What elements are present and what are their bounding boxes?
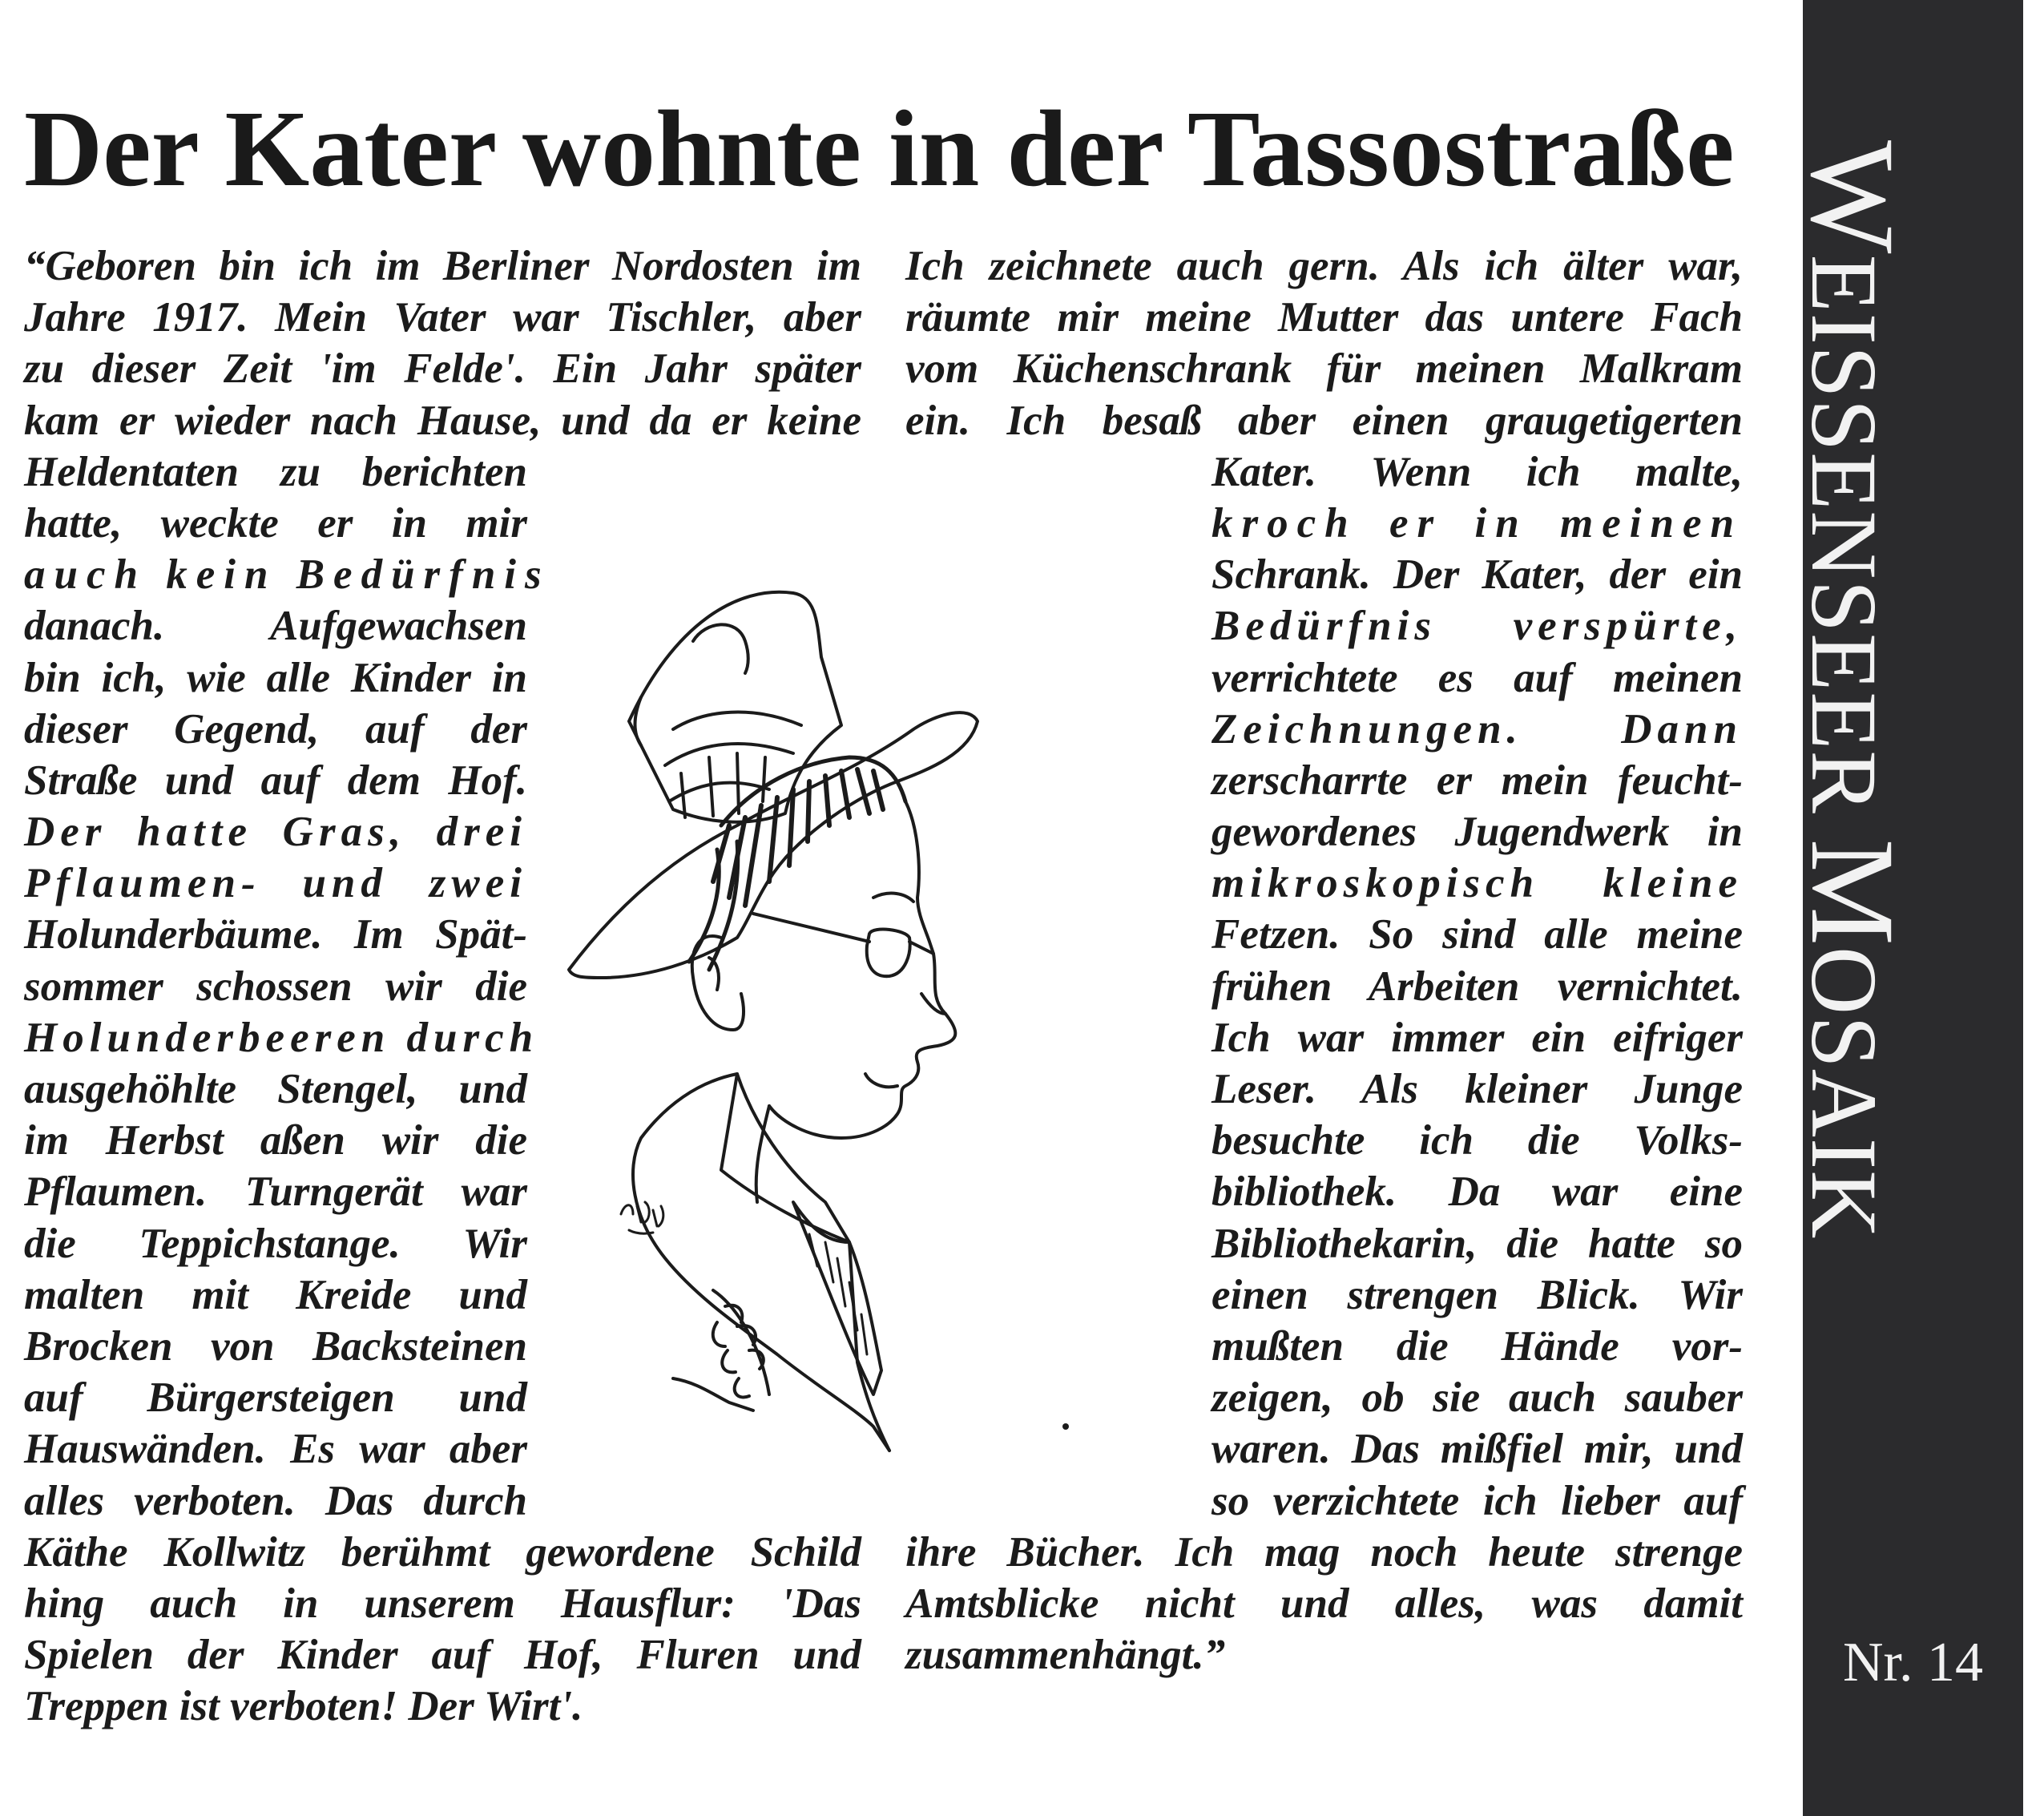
tie xyxy=(793,1202,881,1394)
text-line: Zeichnungen. Dann xyxy=(1211,705,1743,753)
text-line: Brocken von Backsteinen xyxy=(24,1322,527,1370)
text-line: Käthe Kollwitz berühmt gewordene Schild xyxy=(24,1528,861,1576)
text-line: vom Küchenschrank für meinen Malkram xyxy=(905,345,1743,393)
text-line: Amtsblicke nicht und alles, was damit xyxy=(905,1580,1743,1627)
masthead-word-2: OSAIK xyxy=(1792,946,1897,1240)
text-line: sommer schossen wir die xyxy=(24,962,527,1010)
glasses xyxy=(753,914,933,976)
text-line: Schrank. Der Kater, der ein xyxy=(1211,551,1743,599)
text-line: zu dieser Zeit 'im Felde'. Ein Jahr später xyxy=(24,345,861,393)
text-line: so verzichtete ich lieber auf xyxy=(1211,1477,1743,1524)
text-line: bin ich, wie alle Kinder in xyxy=(24,654,527,701)
text-line: im Herbst aßen wir die xyxy=(24,1117,527,1164)
shirt-collar xyxy=(721,1074,849,1242)
text-line: “Geboren bin ich im Berliner Nordosten im xyxy=(24,243,861,289)
text-line: ausgehöhlte Stengel, und xyxy=(24,1066,527,1112)
text-line: auch kein Bedürfnis xyxy=(24,551,550,599)
masthead-initial-w: W xyxy=(1786,140,1919,255)
text-line: Ich war immer ein eifriger xyxy=(1211,1014,1743,1061)
text-line: bibliothek. Da war eine xyxy=(1211,1168,1743,1216)
portrait-illustration xyxy=(553,561,1186,1515)
masthead-initial-m: M xyxy=(1786,838,1919,946)
text-line: dieser Gegend, auf der xyxy=(24,705,527,753)
text-line: malten mit Kreide und xyxy=(24,1271,527,1318)
text-line: Fetzen. So sind alle meine xyxy=(1211,911,1743,958)
text-line: danach. Aufgewachsen xyxy=(24,603,527,650)
article-headline: Der Kater wohnte in der Tassostraße xyxy=(24,89,1735,209)
text-line: Der hatte Gras, drei xyxy=(24,809,527,856)
text-line: zeigen, ob sie auch sauber xyxy=(1211,1374,1743,1422)
text-line: einen strengen Blick. Wir xyxy=(1211,1271,1743,1318)
magazine-sidebar xyxy=(1786,0,2044,1816)
masthead-word-1: EISSENSEER xyxy=(1792,254,1897,839)
text-line: Pflaumen- und zwei xyxy=(24,860,527,907)
text-line: Bibliothekarin, die hatte so xyxy=(1211,1220,1743,1267)
text-line: Pflaumen. Turngerät war xyxy=(24,1168,527,1216)
text-line: Leser. Als kleiner Junge xyxy=(1211,1066,1743,1112)
text-line: Bedürfnis verspürte, xyxy=(1211,603,1743,650)
text-line: mikroskopisch kleine xyxy=(1211,860,1743,907)
text-line: besuchte ich die Volks- xyxy=(1211,1117,1743,1164)
text-line: verrichtete es auf meinen xyxy=(1211,654,1743,701)
text-line: Treppen ist verboten! Der Wirt'. xyxy=(24,1683,583,1730)
text-line: Heldentaten zu berichten xyxy=(24,448,527,495)
magazine-masthead xyxy=(1786,140,1919,1240)
text-line: kam er wieder nach Hause, und da er keine xyxy=(24,397,861,444)
text-line: Jahre 1917. Mein Vater war Tischler, aber xyxy=(24,294,861,341)
text-line: Straße und auf dem Hof. xyxy=(24,757,527,804)
text-line: Hauswänden. Es war aber xyxy=(24,1426,527,1473)
text-line: frühen Arbeiten vernichtet. xyxy=(1211,962,1743,1010)
text-line: Ich zeichnete auch gern. Als ich älter war, xyxy=(905,243,1743,289)
text-line: gewordenes Jugendwerk in xyxy=(1211,809,1743,856)
text-line: ihre Bücher. Ich mag noch heute strenge xyxy=(905,1528,1743,1576)
text-line: mußten die Hände vor- xyxy=(1211,1322,1743,1370)
text-line: zerscharrte er mein feucht- xyxy=(1211,757,1743,804)
text-line: räumte mir meine Mutter das untere Fach xyxy=(905,294,1743,341)
text-line: Kater. Wenn ich malte, xyxy=(1211,448,1743,495)
text-line: Holunderbeeren durch xyxy=(24,1014,539,1061)
text-line: waren. Das mißfiel mir, und xyxy=(1211,1426,1743,1473)
text-line: hing auch in unserem Hausflur: 'Das xyxy=(24,1580,861,1627)
issue-number: Nr. 14 xyxy=(1843,1632,1983,1693)
text-line: auf Bürgersteigen und xyxy=(24,1374,527,1422)
text-line: die Teppichstange. Wir xyxy=(24,1220,527,1267)
text-line: Spielen der Kinder auf Hof, Fluren und xyxy=(24,1632,861,1679)
hat-band xyxy=(665,712,801,801)
text-line: hatte, weckte er in mir xyxy=(24,499,527,547)
text-line: kroch er in meinen xyxy=(1211,499,1743,547)
text-line: zusammenhängt.” xyxy=(905,1632,1226,1679)
text-line: ein. Ich besaß aber einen graugetigerten xyxy=(905,397,1743,444)
text-line: alles verboten. Das durch xyxy=(24,1477,527,1524)
text-line: Holunderbäume. Im Spät- xyxy=(24,911,527,958)
face-profile xyxy=(769,801,955,1138)
